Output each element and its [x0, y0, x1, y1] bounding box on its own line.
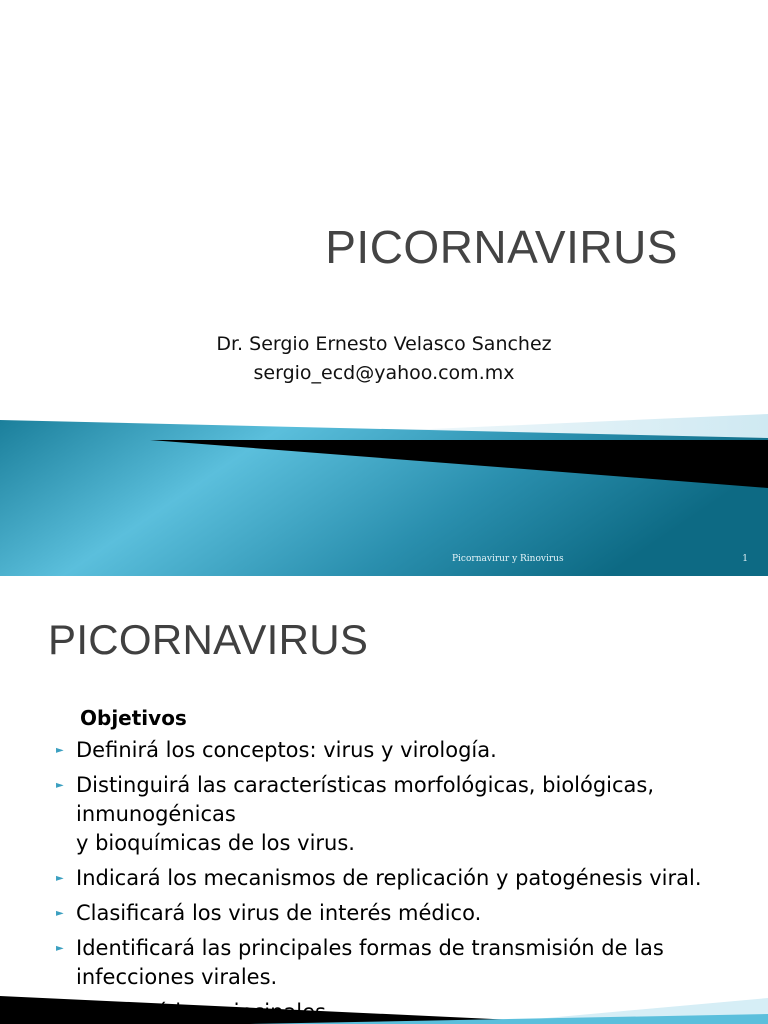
slide-1-title: PICORNAVIRUS — [325, 221, 678, 273]
list-item: ► Clasificará los virus de interés médico. — [56, 899, 746, 928]
list-item: ► Indicará los mecanismos de replicación y patogénesis viral. — [56, 864, 746, 893]
list-item: ► Identificará las principales formas de transmisión de las infecciones virales. — [56, 936, 664, 989]
bullet-arrow-icon: ► — [56, 780, 64, 791]
decorative-bottom-band — [0, 986, 768, 1024]
author-name: Dr. Sergio Ernesto Velasco Sanchez — [216, 333, 552, 355]
bullet-arrow-icon: ► — [56, 745, 64, 756]
list-item: ► Definirá los conceptos: virus y virología. — [56, 736, 746, 765]
bullet-arrow-icon: ► — [56, 908, 64, 919]
slide-2-title: PICORNAVIRUS — [48, 616, 369, 663]
author-email: sergio_ecd@yahoo.com.mx — [253, 362, 515, 384]
objectives-list — [56, 736, 746, 1024]
footer-text: Picornavirur y Rinovirus — [452, 554, 564, 564]
objectives-heading: Objetivos — [80, 706, 187, 730]
slide-2 — [0, 576, 768, 1024]
slide-number: 1 — [742, 554, 748, 564]
bullet-arrow-icon: ► — [56, 873, 64, 884]
decorative-banner — [0, 410, 768, 576]
list-item: ► Distinguirá las características morfológicas, biológicas, inmunogénicas y bioquímicas de los virus. — [56, 773, 655, 855]
bullet-arrow-icon: ► — [56, 943, 64, 954]
